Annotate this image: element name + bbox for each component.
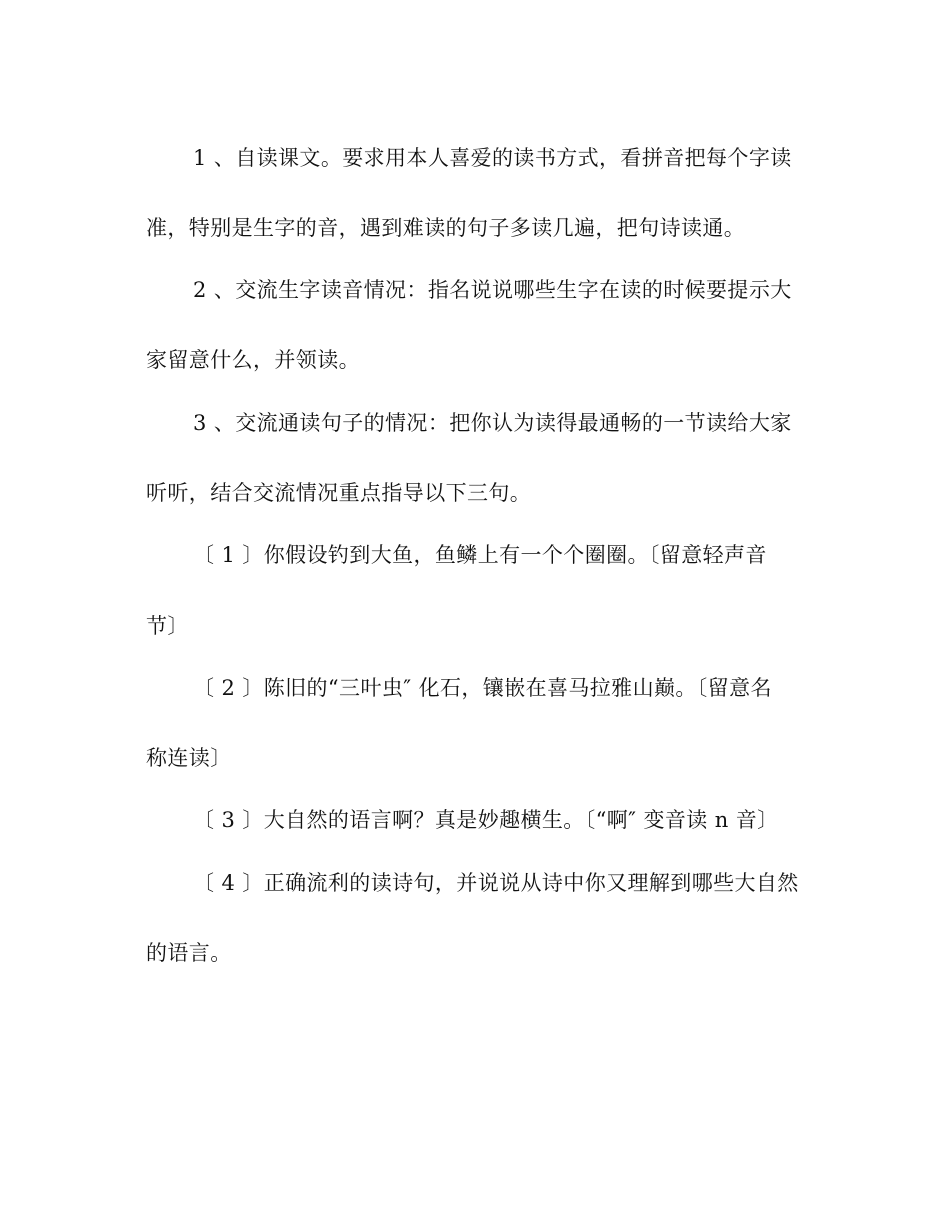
paragraph-1-line-2: 准，特别是生字的音，遇到难读的句子多读几遍，把句诗读通。 bbox=[146, 216, 746, 240]
sentence-2-line-1: 〔 2 〕陈旧的“三叶虫″ 化石，镶嵌在喜马拉雅山巅。〔留意名 bbox=[193, 676, 772, 700]
sentence-2-line-2: 称连读〕 bbox=[146, 746, 232, 770]
paragraph-1-line-1: 1 、自读课文。要求用本人喜爱的读书方式，看拼音把每个字读 bbox=[193, 146, 792, 170]
paragraph-3-line-1: 3 、交流通读句子的情况：把你认为读得最通畅的一节读给大家 bbox=[193, 411, 792, 435]
paragraph-2-line-2: 家留意什么，并领读。 bbox=[146, 348, 360, 372]
sentence-1-line-1: 〔 1 〕你假设钓到大鱼，鱼鳞上有一个个圈圈。〔留意轻声音 bbox=[193, 543, 767, 567]
sentence-1-line-2: 节〕 bbox=[146, 614, 189, 638]
sentence-3-line-1: 〔 3 〕大自然的语言啊？真是妙趣横生。〔“啊″ 变音读 n 音〕 bbox=[193, 808, 779, 832]
sentence-4-line-2: 的语言。 bbox=[146, 941, 232, 965]
paragraph-3-line-2: 听听，结合交流情况重点指导以下三句。 bbox=[146, 481, 532, 505]
paragraph-2-line-1: 2 、交流生字读音情况：指名说说哪些生字在读的时候要提示大 bbox=[193, 278, 792, 302]
sentence-4-line-1: 〔 4 〕正确流利的读诗句，并说说从诗中你又理解到哪些大自然 bbox=[193, 871, 799, 895]
